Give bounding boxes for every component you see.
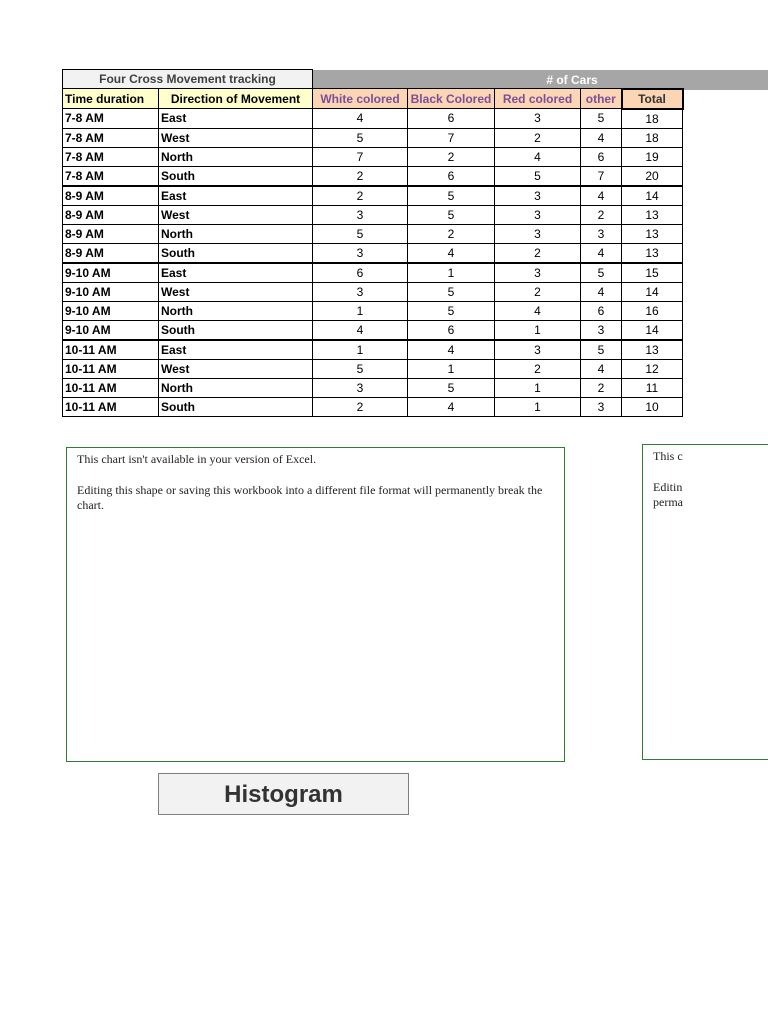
cell-white[interactable]: 3 bbox=[313, 282, 408, 301]
header-black[interactable]: Black Colored bbox=[408, 89, 495, 109]
cell-total[interactable]: 12 bbox=[622, 359, 683, 378]
cell-black[interactable]: 6 bbox=[408, 166, 495, 186]
cell-duration[interactable]: 9-10 AM bbox=[63, 282, 159, 301]
cell-red[interactable]: 3 bbox=[495, 109, 581, 129]
cell-direction[interactable]: East bbox=[159, 263, 313, 283]
cell-white[interactable]: 3 bbox=[313, 205, 408, 224]
cell-black[interactable]: 2 bbox=[408, 224, 495, 243]
cell-other[interactable]: 4 bbox=[581, 359, 622, 378]
table-row bbox=[63, 128, 683, 147]
cell-black[interactable]: 5 bbox=[408, 301, 495, 320]
cell-duration[interactable]: 9-10 AM bbox=[63, 263, 159, 283]
cell-other[interactable]: 6 bbox=[581, 301, 622, 320]
cell-direction[interactable]: West bbox=[159, 282, 313, 301]
chart-warning-text: Editing this shape or saving this workbook into a different file format will permanently break the chart. bbox=[77, 483, 543, 512]
cell-other[interactable]: 4 bbox=[581, 186, 622, 206]
cell-white[interactable]: 3 bbox=[313, 378, 408, 397]
table-row bbox=[63, 378, 683, 397]
cell-other[interactable]: 3 bbox=[581, 224, 622, 243]
cell-white[interactable]: 2 bbox=[313, 186, 408, 206]
title-row bbox=[63, 70, 683, 89]
cell-white[interactable]: 5 bbox=[313, 224, 408, 243]
cell-direction[interactable]: South bbox=[159, 243, 313, 263]
cell-direction[interactable]: North bbox=[159, 301, 313, 320]
table-row bbox=[63, 320, 683, 340]
cell-duration[interactable]: 8-9 AM bbox=[63, 224, 159, 243]
cell-direction[interactable]: North bbox=[159, 147, 313, 166]
table-row bbox=[63, 224, 683, 243]
cell-black[interactable]: 6 bbox=[408, 109, 495, 129]
cell-other[interactable]: 6 bbox=[581, 147, 622, 166]
cell-black[interactable]: 1 bbox=[408, 263, 495, 283]
table-row bbox=[63, 301, 683, 320]
cell-white[interactable]: 4 bbox=[313, 109, 408, 129]
cell-red[interactable]: 1 bbox=[495, 320, 581, 340]
chart-warning-text-2: Editin perma bbox=[653, 480, 683, 509]
table-row bbox=[63, 243, 683, 263]
cell-other[interactable]: 4 bbox=[581, 282, 622, 301]
cell-other[interactable]: 3 bbox=[581, 320, 622, 340]
cell-white[interactable]: 2 bbox=[313, 166, 408, 186]
cell-red[interactable]: 3 bbox=[495, 186, 581, 206]
cell-direction[interactable]: North bbox=[159, 378, 313, 397]
cell-total[interactable]: 13 bbox=[622, 224, 683, 243]
cell-total[interactable]: 20 bbox=[622, 166, 683, 186]
table-row bbox=[63, 340, 683, 360]
cell-other[interactable]: 7 bbox=[581, 166, 622, 186]
cell-direction[interactable]: West bbox=[159, 359, 313, 378]
cell-red[interactable]: 3 bbox=[495, 263, 581, 283]
cell-black[interactable]: 2 bbox=[408, 147, 495, 166]
cell-direction[interactable]: West bbox=[159, 128, 313, 147]
cell-other[interactable]: 3 bbox=[581, 397, 622, 416]
tracking-table bbox=[62, 69, 684, 417]
cell-white[interactable]: 3 bbox=[313, 243, 408, 263]
cell-total[interactable]: 18 bbox=[622, 128, 683, 147]
table-row bbox=[63, 397, 683, 416]
cell-total[interactable]: 10 bbox=[622, 397, 683, 416]
cell-total[interactable]: 14 bbox=[622, 186, 683, 206]
header-white[interactable]: White colored bbox=[313, 89, 408, 109]
header-direction[interactable]: Direction of Movement bbox=[159, 89, 313, 109]
table-body bbox=[63, 109, 683, 417]
cell-duration[interactable]: 9-10 AM bbox=[63, 301, 159, 320]
cell-other[interactable]: 5 bbox=[581, 109, 622, 129]
cell-duration[interactable]: 10-11 AM bbox=[63, 397, 159, 416]
cell-total[interactable]: 15 bbox=[622, 263, 683, 283]
cell-duration[interactable]: 7-8 AM bbox=[63, 109, 159, 129]
cell-duration[interactable]: 7-8 AM bbox=[63, 166, 159, 186]
cell-black[interactable]: 5 bbox=[408, 205, 495, 224]
cell-red[interactable]: 2 bbox=[495, 128, 581, 147]
cell-direction[interactable]: South bbox=[159, 320, 313, 340]
cell-other[interactable]: 4 bbox=[581, 128, 622, 147]
table-row bbox=[63, 282, 683, 301]
cell-duration[interactable]: 7-8 AM bbox=[63, 128, 159, 147]
histogram-button[interactable]: Histogram bbox=[158, 773, 409, 815]
cell-other[interactable]: 5 bbox=[581, 340, 622, 360]
cell-other[interactable]: 4 bbox=[581, 243, 622, 263]
cell-white[interactable]: 6 bbox=[313, 263, 408, 283]
chart-placeholder-2[interactable] bbox=[642, 444, 768, 760]
cell-total[interactable]: 11 bbox=[622, 378, 683, 397]
cell-black[interactable]: 5 bbox=[408, 282, 495, 301]
cell-total[interactable]: 16 bbox=[622, 301, 683, 320]
cell-black[interactable]: 4 bbox=[408, 397, 495, 416]
table-row bbox=[63, 359, 683, 378]
cell-red[interactable]: 3 bbox=[495, 224, 581, 243]
cell-black[interactable]: 4 bbox=[408, 243, 495, 263]
cell-duration[interactable]: 8-9 AM bbox=[63, 205, 159, 224]
cell-red[interactable]: 5 bbox=[495, 166, 581, 186]
cell-black[interactable]: 7 bbox=[408, 128, 495, 147]
cell-other[interactable]: 2 bbox=[581, 205, 622, 224]
cell-total[interactable]: 19 bbox=[622, 147, 683, 166]
cell-black[interactable]: 6 bbox=[408, 320, 495, 340]
cell-black[interactable]: 4 bbox=[408, 340, 495, 360]
table-title[interactable]: Four Cross Movement tracking bbox=[63, 70, 313, 89]
cell-total[interactable]: 13 bbox=[622, 205, 683, 224]
cell-direction[interactable]: East bbox=[159, 340, 313, 360]
chart-unavailable-text: This chart isn't available in your version of Excel. bbox=[77, 452, 317, 466]
cell-total[interactable]: 13 bbox=[622, 243, 683, 263]
header-total[interactable]: Total bbox=[622, 89, 683, 109]
cell-duration[interactable]: 10-11 AM bbox=[63, 359, 159, 378]
table-row bbox=[63, 109, 683, 129]
header-red[interactable]: Red colored bbox=[495, 89, 581, 109]
cell-direction[interactable]: East bbox=[159, 186, 313, 206]
cell-white[interactable]: 5 bbox=[313, 128, 408, 147]
table-row bbox=[63, 166, 683, 186]
cell-white[interactable]: 5 bbox=[313, 359, 408, 378]
cell-black[interactable]: 5 bbox=[408, 186, 495, 206]
header-other[interactable]: other bbox=[581, 89, 622, 109]
table-row bbox=[63, 147, 683, 166]
cell-white[interactable]: 4 bbox=[313, 320, 408, 340]
cell-red[interactable]: 3 bbox=[495, 340, 581, 360]
cell-duration[interactable]: 10-11 AM bbox=[63, 378, 159, 397]
cell-red[interactable]: 4 bbox=[495, 301, 581, 320]
cell-red[interactable]: 2 bbox=[495, 282, 581, 301]
cell-white[interactable]: 7 bbox=[313, 147, 408, 166]
cell-red[interactable]: 2 bbox=[495, 243, 581, 263]
cars-band-label: # of Cars bbox=[546, 73, 598, 87]
chart-placeholder-1[interactable] bbox=[66, 447, 565, 762]
cell-other[interactable]: 5 bbox=[581, 263, 622, 283]
cell-white[interactable]: 1 bbox=[313, 301, 408, 320]
cell-direction[interactable]: West bbox=[159, 205, 313, 224]
table-row bbox=[63, 205, 683, 224]
cell-red[interactable]: 3 bbox=[495, 205, 581, 224]
cell-black[interactable]: 1 bbox=[408, 359, 495, 378]
cell-duration[interactable]: 8-9 AM bbox=[63, 243, 159, 263]
cell-direction[interactable]: South bbox=[159, 166, 313, 186]
cell-total[interactable]: 14 bbox=[622, 320, 683, 340]
cell-total[interactable]: 14 bbox=[622, 282, 683, 301]
cell-red[interactable]: 1 bbox=[495, 397, 581, 416]
cell-duration[interactable]: 9-10 AM bbox=[63, 320, 159, 340]
cell-white[interactable]: 1 bbox=[313, 340, 408, 360]
cell-total[interactable]: 18 bbox=[622, 109, 683, 129]
cell-duration[interactable]: 10-11 AM bbox=[63, 340, 159, 360]
cell-other[interactable]: 2 bbox=[581, 378, 622, 397]
cell-direction[interactable]: East bbox=[159, 109, 313, 129]
cell-duration[interactable]: 8-9 AM bbox=[63, 186, 159, 206]
header-duration[interactable]: Time duration bbox=[63, 89, 159, 109]
cell-white[interactable]: 2 bbox=[313, 397, 408, 416]
header-row bbox=[63, 89, 683, 109]
table-row bbox=[63, 263, 683, 283]
chart-unavailable-text-2: This c bbox=[653, 449, 683, 463]
cell-red[interactable]: 1 bbox=[495, 378, 581, 397]
cell-total[interactable]: 13 bbox=[622, 340, 683, 360]
cell-red[interactable]: 2 bbox=[495, 359, 581, 378]
cell-black[interactable]: 5 bbox=[408, 378, 495, 397]
table-row bbox=[63, 186, 683, 206]
cell-direction[interactable]: South bbox=[159, 397, 313, 416]
band-spacer bbox=[313, 70, 683, 89]
cell-duration[interactable]: 7-8 AM bbox=[63, 147, 159, 166]
cell-red[interactable]: 4 bbox=[495, 147, 581, 166]
cell-direction[interactable]: North bbox=[159, 224, 313, 243]
